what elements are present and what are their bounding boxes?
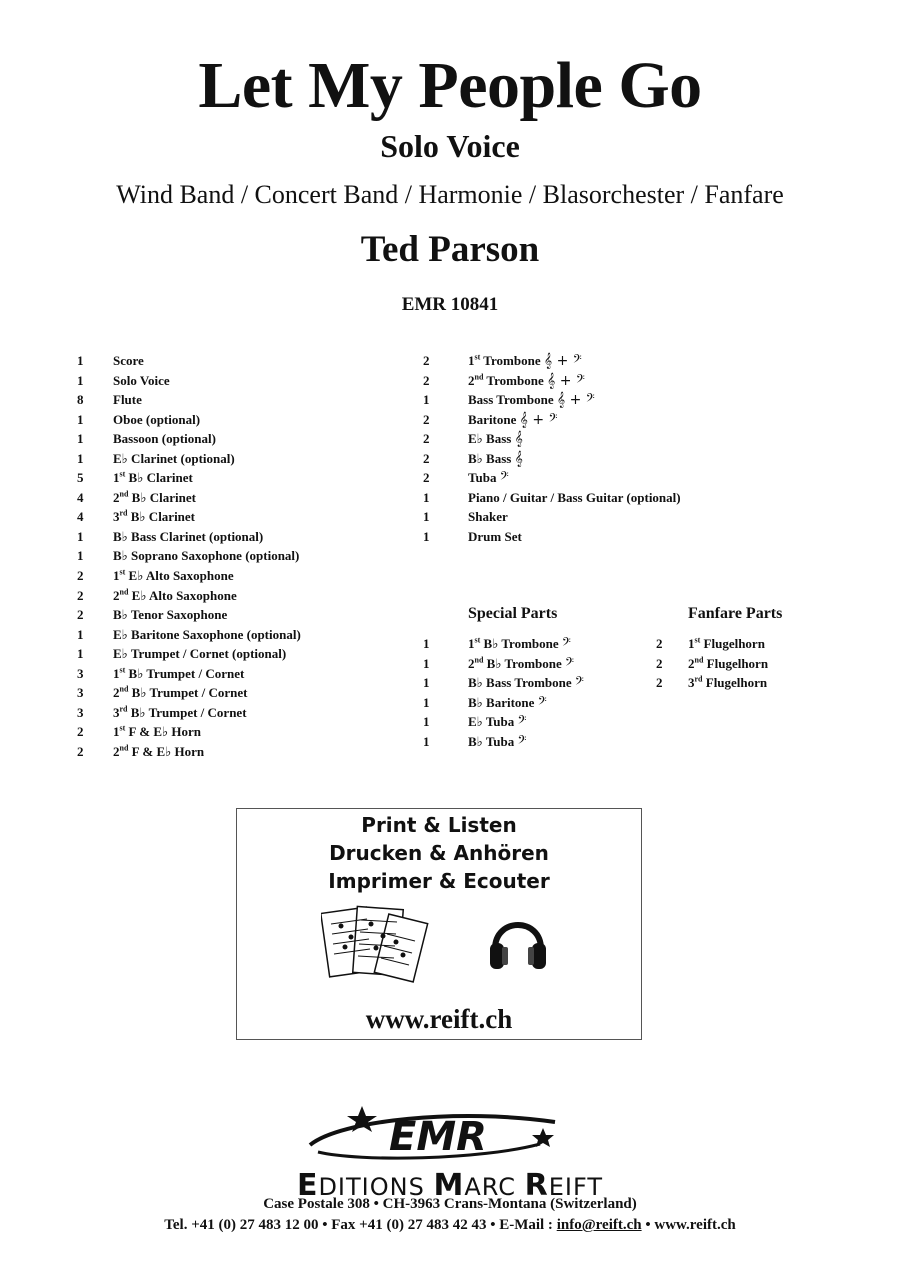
special-parts-heading: Special Parts bbox=[468, 605, 558, 622]
part-row bbox=[423, 429, 753, 449]
part-quantity: 2 bbox=[77, 568, 84, 584]
part-name: 1st B♭ Clarinet bbox=[113, 469, 193, 486]
part-quantity: 2 bbox=[423, 470, 430, 486]
print-listen-fr: Imprimer & Ecouter bbox=[328, 869, 550, 893]
part-name: 3rd B♭ Trumpet / Cornet bbox=[113, 704, 247, 720]
catalog-number: EMR 10841 bbox=[401, 294, 499, 315]
part-quantity: 8 bbox=[77, 392, 84, 408]
part-name: B♭ Tenor Saxophone bbox=[113, 607, 228, 623]
part-name: E♭ Clarinet (optional) bbox=[113, 450, 235, 466]
part-row bbox=[423, 410, 753, 430]
part-name: Bassoon (optional) bbox=[113, 431, 216, 447]
part-quantity: 2 bbox=[423, 372, 430, 388]
part-quantity: 2 bbox=[656, 636, 663, 651]
part-row bbox=[77, 742, 407, 762]
part-row bbox=[77, 429, 407, 449]
part-name: 2nd F & E♭ Horn bbox=[113, 743, 205, 759]
part-row bbox=[423, 507, 753, 527]
fanfare-parts-heading: Fanfare Parts bbox=[688, 605, 783, 622]
part-name: 2nd B♭ Trombone 𝄢 bbox=[468, 655, 575, 672]
clef-icon: 𝄞 + 𝄢 bbox=[546, 372, 585, 389]
part-name: 2nd Trombone 𝄞 + 𝄢 bbox=[468, 372, 585, 389]
part-quantity: 1 bbox=[77, 548, 84, 564]
part-name: 1st Flugelhorn bbox=[688, 635, 765, 651]
part-row bbox=[77, 683, 407, 703]
publisher-name: EDITIONS MARC REIFT bbox=[296, 1168, 604, 1203]
part-name: Tuba 𝄢 bbox=[468, 470, 509, 487]
part-row bbox=[77, 449, 407, 469]
clef-icon: 𝄞 + 𝄢 bbox=[543, 353, 582, 369]
part-name: 1st Trombone 𝄞 + 𝄢 bbox=[468, 352, 582, 369]
part-quantity: 1 bbox=[77, 646, 84, 662]
part-name: B♭ Bass Trombone 𝄢 bbox=[468, 675, 584, 692]
part-row bbox=[77, 664, 407, 684]
clef-icon: 𝄢 bbox=[499, 470, 509, 487]
part-name: Score bbox=[113, 353, 144, 368]
part-name: 2nd Flugelhorn bbox=[688, 655, 769, 671]
part-name: B♭ Bass Clarinet (optional) bbox=[113, 528, 264, 544]
part-quantity: 1 bbox=[423, 733, 430, 749]
print-listen-box bbox=[236, 808, 642, 1040]
part-quantity: 3 bbox=[77, 665, 84, 681]
part-quantity: 1 bbox=[77, 372, 84, 388]
publisher-address: Case Postale 308 • CH-3963 Crans-Montana (Switzerland) bbox=[263, 1196, 637, 1212]
part-row bbox=[423, 654, 643, 674]
part-row bbox=[656, 673, 856, 693]
part-quantity: 1 bbox=[423, 694, 430, 710]
parts-list-left bbox=[77, 351, 407, 761]
publisher-contact: Tel. +41 (0) 27 483 12 00 • Fax +41 (0) 27 483 42 43 • E-Mail : info@reift.ch • www.reift.ch bbox=[164, 1217, 736, 1233]
print-listen-de: Drucken & Anhören bbox=[329, 841, 549, 865]
part-quantity: 1 bbox=[423, 655, 430, 671]
print-listen-en: Print & Listen bbox=[361, 813, 517, 837]
part-name: 1st B♭ Trumpet / Cornet bbox=[113, 665, 245, 681]
part-quantity: 3 bbox=[77, 704, 84, 720]
part-quantity: 2 bbox=[77, 607, 84, 623]
part-name: 3rd Flugelhorn bbox=[688, 674, 768, 691]
part-quantity: 1 bbox=[77, 450, 84, 466]
part-row bbox=[77, 351, 407, 371]
part-name: Solo Voice bbox=[113, 372, 170, 388]
part-quantity: 2 bbox=[423, 450, 430, 466]
part-row bbox=[423, 371, 753, 391]
part-quantity: 1 bbox=[77, 411, 84, 427]
part-quantity: 2 bbox=[423, 411, 430, 427]
part-name: B♭ Bass 𝄞 bbox=[468, 450, 523, 467]
logo-text: EMR bbox=[389, 1114, 487, 1160]
part-quantity: 1 bbox=[77, 431, 84, 447]
part-row bbox=[77, 371, 407, 391]
part-quantity: 1 bbox=[77, 528, 84, 544]
part-row bbox=[423, 712, 643, 732]
part-row bbox=[77, 546, 407, 566]
part-name: Bass Trombone 𝄞 + 𝄢 bbox=[468, 392, 595, 409]
part-quantity: 1 bbox=[423, 528, 430, 544]
part-quantity: 1 bbox=[77, 626, 84, 642]
emr-logo bbox=[300, 1100, 570, 1170]
email-link[interactable]: info@reift.ch bbox=[556, 1217, 642, 1233]
part-name: 3rd B♭ Clarinet bbox=[113, 509, 196, 525]
part-name: Oboe (optional) bbox=[113, 411, 201, 427]
part-name: Baritone 𝄞 + 𝄢 bbox=[468, 411, 558, 428]
headphones-icon bbox=[487, 905, 549, 977]
part-quantity: 1 bbox=[423, 714, 430, 730]
part-row bbox=[77, 605, 407, 625]
part-name: Drum Set bbox=[468, 528, 522, 544]
clef-icon: 𝄢 bbox=[574, 675, 584, 692]
part-quantity: 1 bbox=[423, 636, 430, 651]
part-quantity: 1 bbox=[423, 489, 430, 505]
parts-list-right bbox=[423, 351, 753, 546]
clef-icon: 𝄢 bbox=[565, 655, 575, 672]
clef-icon: 𝄢 bbox=[561, 636, 571, 652]
part-row bbox=[423, 449, 753, 469]
part-quantity: 2 bbox=[77, 724, 84, 740]
part-name: Piano / Guitar / Bass Guitar (optional) bbox=[468, 489, 681, 505]
part-row bbox=[423, 351, 753, 371]
part-name: E♭ Baritone Saxophone (optional) bbox=[113, 626, 301, 642]
special-parts-list bbox=[423, 634, 643, 751]
sheet-music-icon bbox=[321, 904, 431, 994]
part-quantity: 2 bbox=[656, 655, 663, 671]
clef-icon: 𝄢 bbox=[517, 733, 527, 750]
part-name: Shaker bbox=[468, 509, 508, 525]
part-name: B♭ Soprano Saxophone (optional) bbox=[113, 548, 300, 564]
part-row bbox=[77, 488, 407, 508]
part-quantity: 5 bbox=[77, 470, 84, 486]
clef-icon: 𝄞 bbox=[514, 431, 523, 448]
part-quantity: 4 bbox=[77, 509, 84, 525]
part-name: E♭ Bass 𝄞 bbox=[468, 431, 523, 448]
part-row bbox=[77, 586, 407, 606]
clef-icon: 𝄢 bbox=[537, 694, 547, 711]
part-row bbox=[656, 654, 856, 674]
page-title: Let My People Go bbox=[198, 49, 702, 122]
part-row bbox=[423, 732, 643, 752]
fanfare-parts-list bbox=[656, 634, 856, 693]
part-quantity: 2 bbox=[423, 431, 430, 447]
part-row bbox=[423, 488, 753, 508]
clef-icon: 𝄞 bbox=[514, 450, 523, 467]
part-name: B♭ Tuba 𝄢 bbox=[468, 733, 527, 750]
part-row bbox=[77, 410, 407, 430]
part-row bbox=[77, 625, 407, 645]
website-link[interactable]: www.reift.ch bbox=[365, 1004, 513, 1034]
part-name: 1st F & E♭ Horn bbox=[113, 724, 201, 740]
part-row bbox=[77, 507, 407, 527]
part-quantity: 1 bbox=[423, 509, 430, 525]
part-row bbox=[423, 468, 753, 488]
part-quantity: 2 bbox=[656, 675, 663, 691]
part-name: E♭ Tuba 𝄢 bbox=[468, 714, 527, 731]
part-name: B♭ Baritone 𝄢 bbox=[468, 694, 547, 711]
composer-name: Ted Parson bbox=[360, 229, 540, 270]
part-row bbox=[423, 527, 753, 547]
clef-icon: 𝄢 bbox=[517, 714, 527, 731]
part-name: Flute bbox=[113, 392, 142, 408]
part-row bbox=[77, 527, 407, 547]
part-row bbox=[77, 644, 407, 664]
clef-icon: 𝄞 + 𝄢 bbox=[556, 392, 595, 409]
part-name: 2nd E♭ Alto Saxophone bbox=[113, 587, 237, 603]
ensemble-line: Wind Band / Concert Band / Harmonie / Blasorchester / Fanfare bbox=[116, 180, 784, 209]
part-quantity: 2 bbox=[423, 353, 430, 368]
part-quantity: 1 bbox=[423, 392, 430, 408]
part-quantity: 1 bbox=[423, 675, 430, 691]
part-row bbox=[77, 703, 407, 723]
part-row bbox=[656, 634, 856, 654]
part-quantity: 1 bbox=[77, 353, 84, 368]
part-row bbox=[423, 693, 643, 713]
part-quantity: 2 bbox=[77, 587, 84, 603]
part-name: E♭ Trumpet / Cornet (optional) bbox=[113, 646, 287, 662]
part-row bbox=[423, 634, 643, 654]
part-quantity: 2 bbox=[77, 743, 84, 759]
part-row bbox=[77, 390, 407, 410]
part-name: 1st E♭ Alto Saxophone bbox=[113, 567, 234, 584]
part-quantity: 3 bbox=[77, 685, 84, 701]
part-row bbox=[423, 390, 753, 410]
part-name: 1st B♭ Trombone 𝄢 bbox=[468, 635, 571, 652]
part-name: 2nd B♭ Trumpet / Cornet bbox=[113, 684, 248, 701]
part-quantity: 4 bbox=[77, 489, 84, 505]
clef-icon: 𝄞 + 𝄢 bbox=[519, 411, 558, 428]
part-row bbox=[423, 673, 643, 693]
part-row bbox=[77, 722, 407, 742]
part-row bbox=[77, 566, 407, 586]
part-row bbox=[77, 468, 407, 488]
part-name: 2nd B♭ Clarinet bbox=[113, 489, 196, 505]
subtitle: Solo Voice bbox=[380, 128, 520, 164]
